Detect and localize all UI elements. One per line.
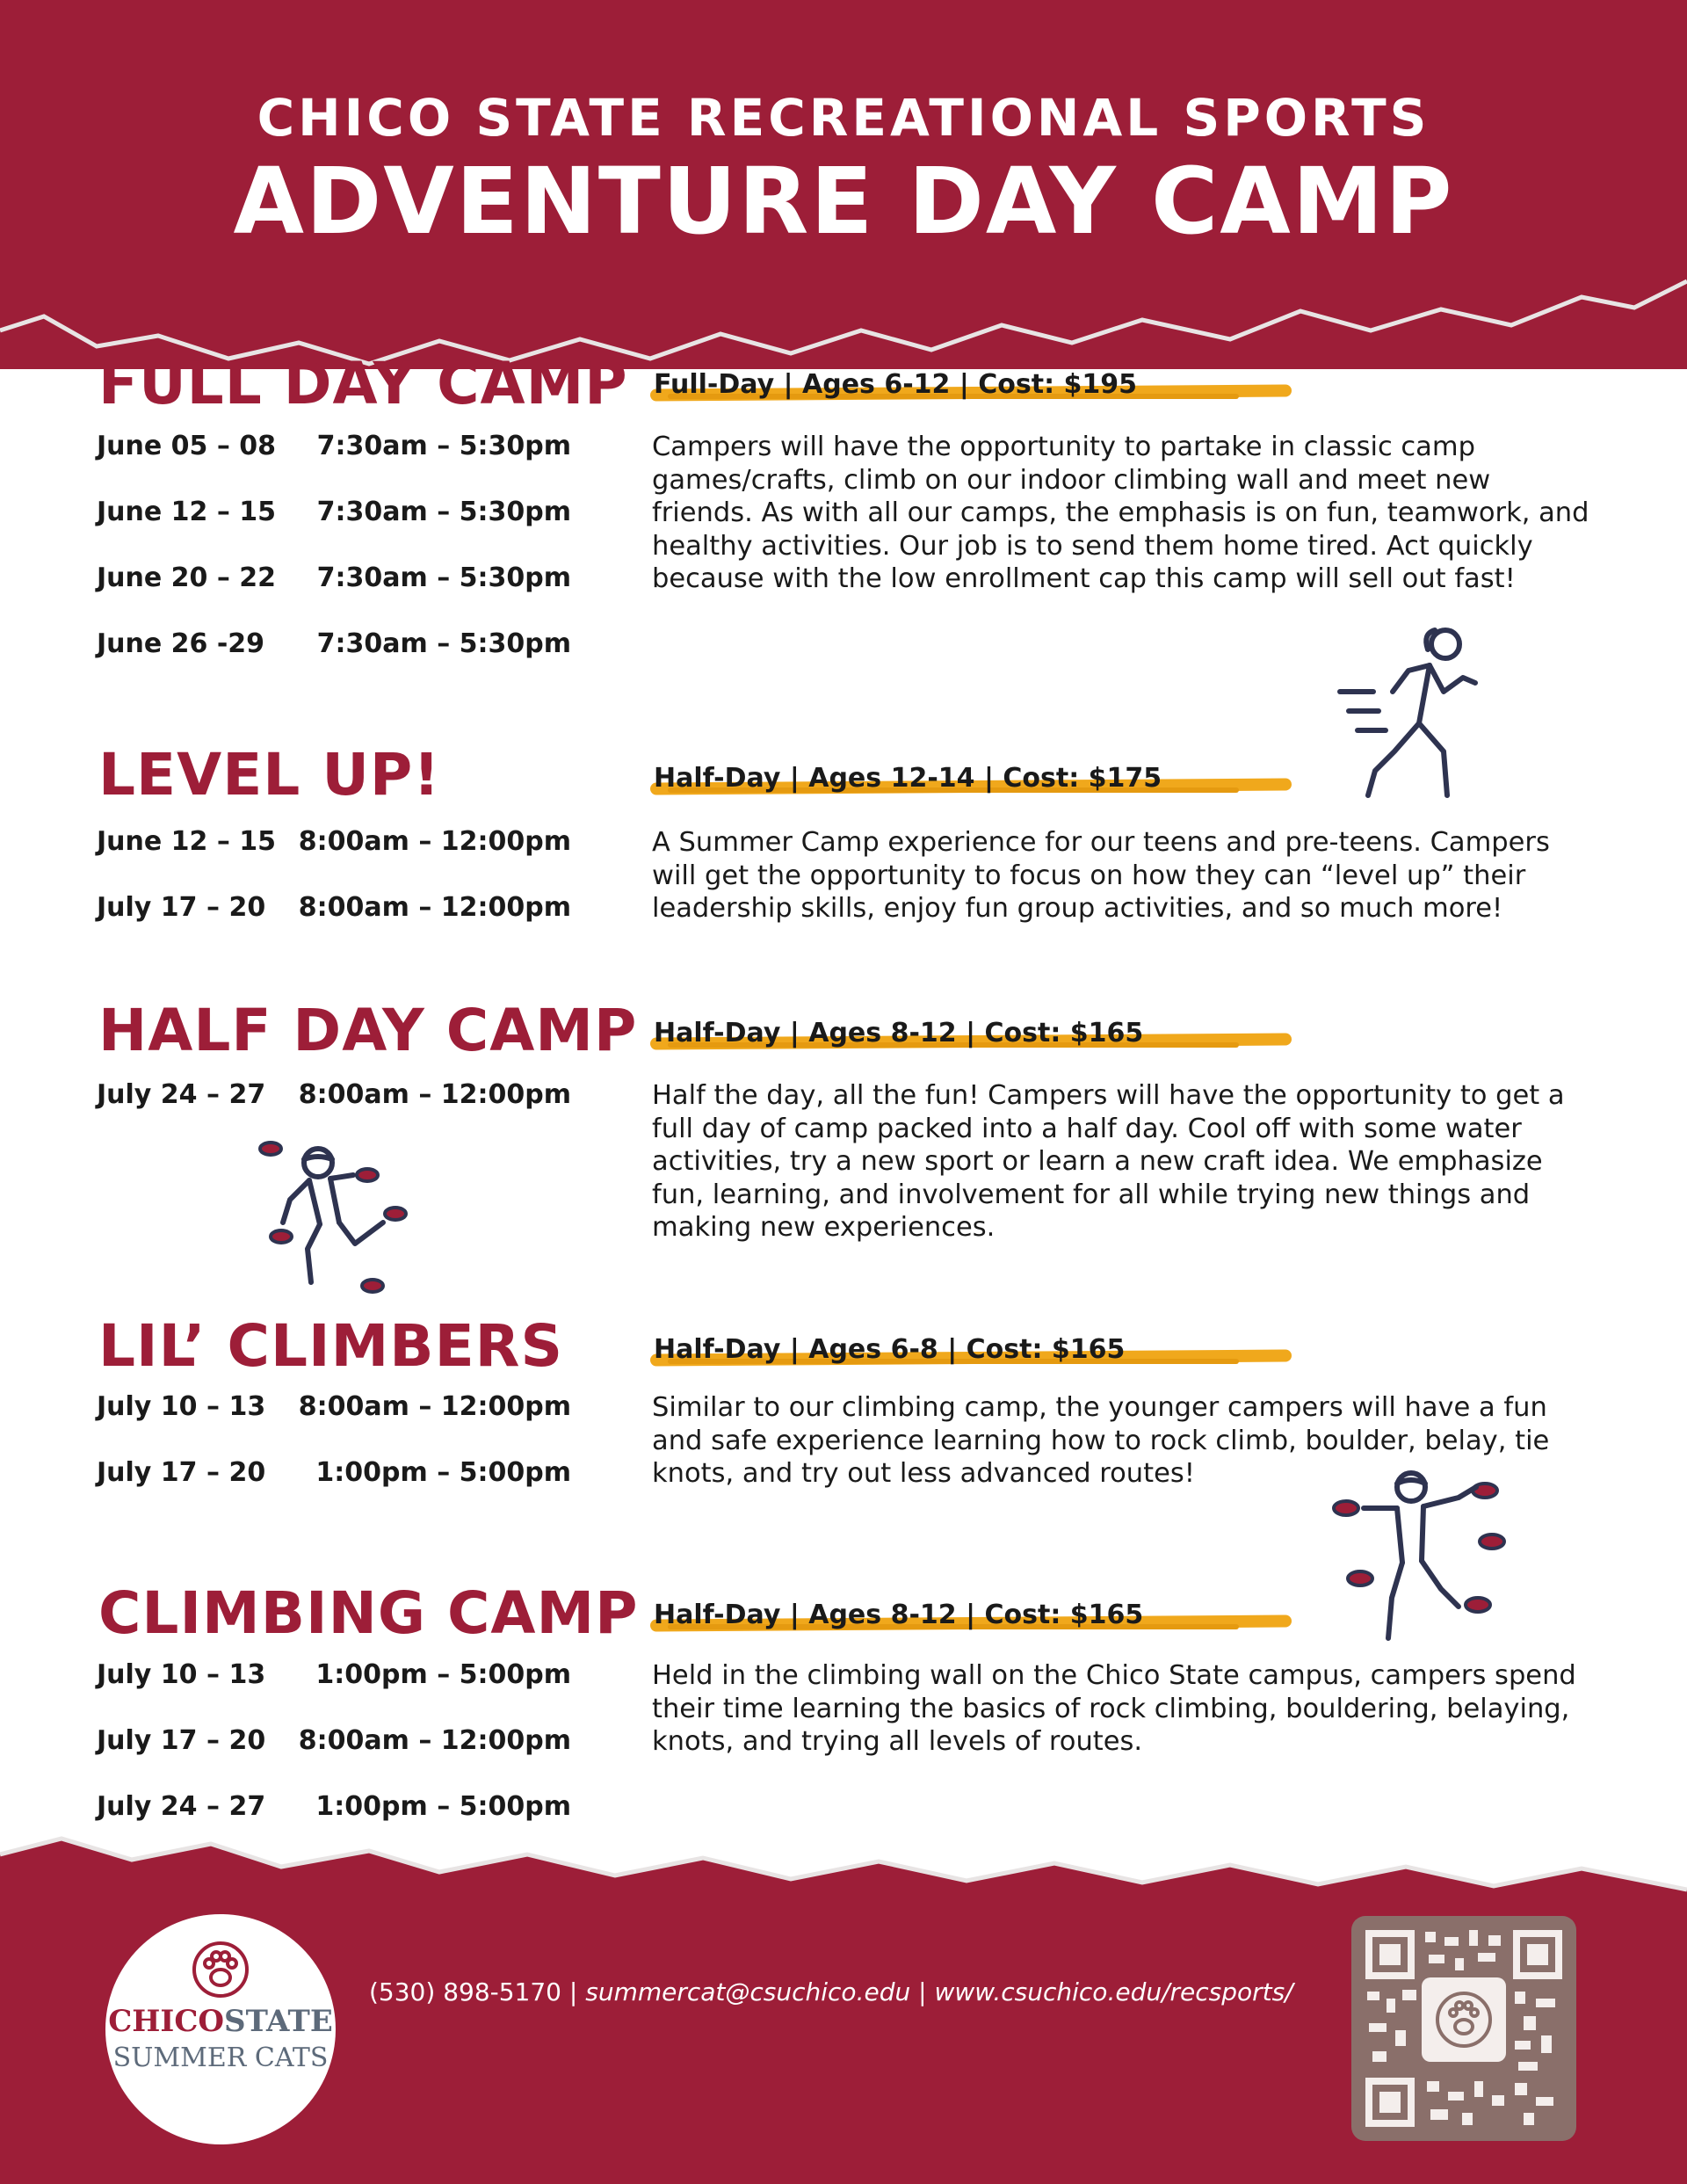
camp-info-label: Full-Day | Ages 6-12 | Cost: $195: [654, 369, 1138, 400]
logo-state-text: STATE: [224, 2004, 333, 2039]
camp-description-lil-climbers: Similar to our climbing camp, the younger campers will have a fun and safe experience learning how to rock climb, boulder, belay, tie knots, and try out less advanced routes!: [652, 1392, 1550, 1489]
session-time: 1:00pm – 5:00pm: [315, 1791, 571, 1822]
session-time: 7:30am – 5:30pm: [316, 628, 571, 659]
qr-code[interactable]: [1351, 1916, 1576, 2141]
camp-title-full-day: FULL DAY CAMP: [98, 350, 628, 417]
session-dates: July 17 – 20: [97, 1457, 266, 1488]
camp-info-lil-climbers: [650, 1332, 1300, 1371]
session-dates: June 12 – 15: [97, 826, 277, 857]
camp-description-climbing: Held in the climbing wall on the Chico State campus, campers spend their time learning the basics of rock climbing, bouldering, belaying, knots, and trying all levels of routes.: [652, 1660, 1576, 1757]
contact-line: [369, 1977, 1293, 2006]
session-time: 7:30am – 5:30pm: [316, 562, 571, 593]
session-time: 8:00am – 12:00pm: [298, 1391, 571, 1422]
session-dates: June 05 – 08: [97, 431, 277, 461]
logo-chico-text: CHICO: [108, 2004, 225, 2039]
session-row: [97, 562, 571, 598]
session-row: [97, 497, 571, 532]
camp-title-half-day: HALF DAY CAMP: [98, 997, 638, 1064]
climber-icon: [1327, 1466, 1516, 1646]
logo-summer-cats: SUMMER CATS: [112, 2043, 329, 2073]
session-dates: June 20 – 22: [97, 562, 277, 593]
camp-info-full-day: [650, 367, 1300, 406]
logo-wordmark: [105, 2004, 336, 2039]
camp-info-half-day: [650, 1016, 1300, 1055]
session-dates: July 17 – 20: [97, 1725, 266, 1756]
camp-info-label: Half-Day | Ages 12-14 | Cost: $175: [654, 763, 1162, 794]
session-time: 1:00pm – 5:00pm: [315, 1659, 571, 1690]
session-row: [97, 628, 571, 664]
session-dates: July 24 – 27: [97, 1791, 266, 1822]
paw-icon: [192, 1941, 250, 1999]
runner-icon: [1331, 620, 1498, 809]
session-row: [97, 1457, 571, 1492]
session-time: 8:00am – 12:00pm: [298, 1079, 571, 1110]
phone-number: (530) 898-5170 |: [369, 1977, 586, 2006]
climber-icon: [255, 1138, 413, 1296]
camp-info-label: Half-Day | Ages 6-8 | Cost: $165: [654, 1334, 1126, 1365]
session-dates: July 24 – 27: [97, 1079, 266, 1110]
session-time: 7:30am – 5:30pm: [316, 431, 571, 461]
page-title: ADVENTURE DAY CAMP: [233, 148, 1454, 255]
session-time: 1:00pm – 5:00pm: [315, 1457, 571, 1488]
camp-info-label: Half-Day | Ages 8-12 | Cost: $165: [654, 1600, 1144, 1630]
session-time: 8:00am – 12:00pm: [298, 826, 571, 857]
camp-title-climbing: CLIMBING CAMP: [98, 1579, 639, 1647]
camp-description-level-up: A Summer Camp experience for our teens and pre-teens. Campers will get the opportunity to focus on how they can “level up” their leadership skills, enjoy fun group activities, and so much more!: [652, 827, 1550, 924]
camp-info-level-up: [650, 761, 1300, 800]
session-row: [97, 1725, 571, 1760]
session-dates: July 17 – 20: [97, 892, 266, 923]
session-time: 8:00am – 12:00pm: [298, 892, 571, 923]
header-subtitle: CHICO STATE RECREATIONAL SPORTS: [257, 88, 1430, 148]
session-time: 8:00am – 12:00pm: [298, 1725, 571, 1756]
session-dates: June 12 – 15: [97, 497, 277, 527]
qr-code-pattern: [1360, 1925, 1568, 2132]
session-dates: July 10 – 13: [97, 1391, 266, 1422]
camp-description-half-day: Half the day, all the fun! Campers will have the opportunity to get a full day of camp packed into a half day. Cool off with some water activities, try a new sport or learn a new craft idea. We emphasize fun, learning, and involvement for all while trying new things and making new experiences.: [652, 1080, 1565, 1243]
session-row: [97, 1391, 571, 1426]
session-dates: June 26 -29: [97, 628, 265, 659]
session-row: [97, 431, 571, 466]
camp-title-level-up: LEVEL UP!: [98, 741, 441, 809]
session-row: [97, 892, 571, 927]
session-row: [97, 1079, 571, 1114]
torn-paper-edge-bottom: [0, 1828, 1687, 1907]
camp-description-full-day: Campers will have the opportunity to partake in classic camp games/crafts, climb on our indoor climbing wall and meet new friends. As with all our camps, the emphasis is on fun, teamwork, and healthy activities. Our job is to send them home tired. Act quickly because with the low enrollment cap this camp will sell out fast!: [652, 432, 1589, 594]
session-row: [97, 1791, 571, 1826]
website-link[interactable]: www.csuchico.edu/recsports/: [934, 1977, 1293, 2006]
session-dates: July 10 – 13: [97, 1659, 266, 1690]
chico-state-summer-cats-logo: [105, 1914, 336, 2144]
session-row: [97, 826, 571, 861]
session-time: 7:30am – 5:30pm: [316, 497, 571, 527]
camp-info-label: Half-Day | Ages 8-12 | Cost: $165: [654, 1018, 1144, 1048]
camp-title-lil-climbers: LIL’ CLIMBERS: [98, 1312, 564, 1380]
email-link[interactable]: summercat@csuchico.edu: [585, 1977, 911, 2006]
session-row: [97, 1659, 571, 1694]
camp-info-climbing: [650, 1598, 1300, 1636]
contact-separator: |: [910, 1977, 935, 2006]
